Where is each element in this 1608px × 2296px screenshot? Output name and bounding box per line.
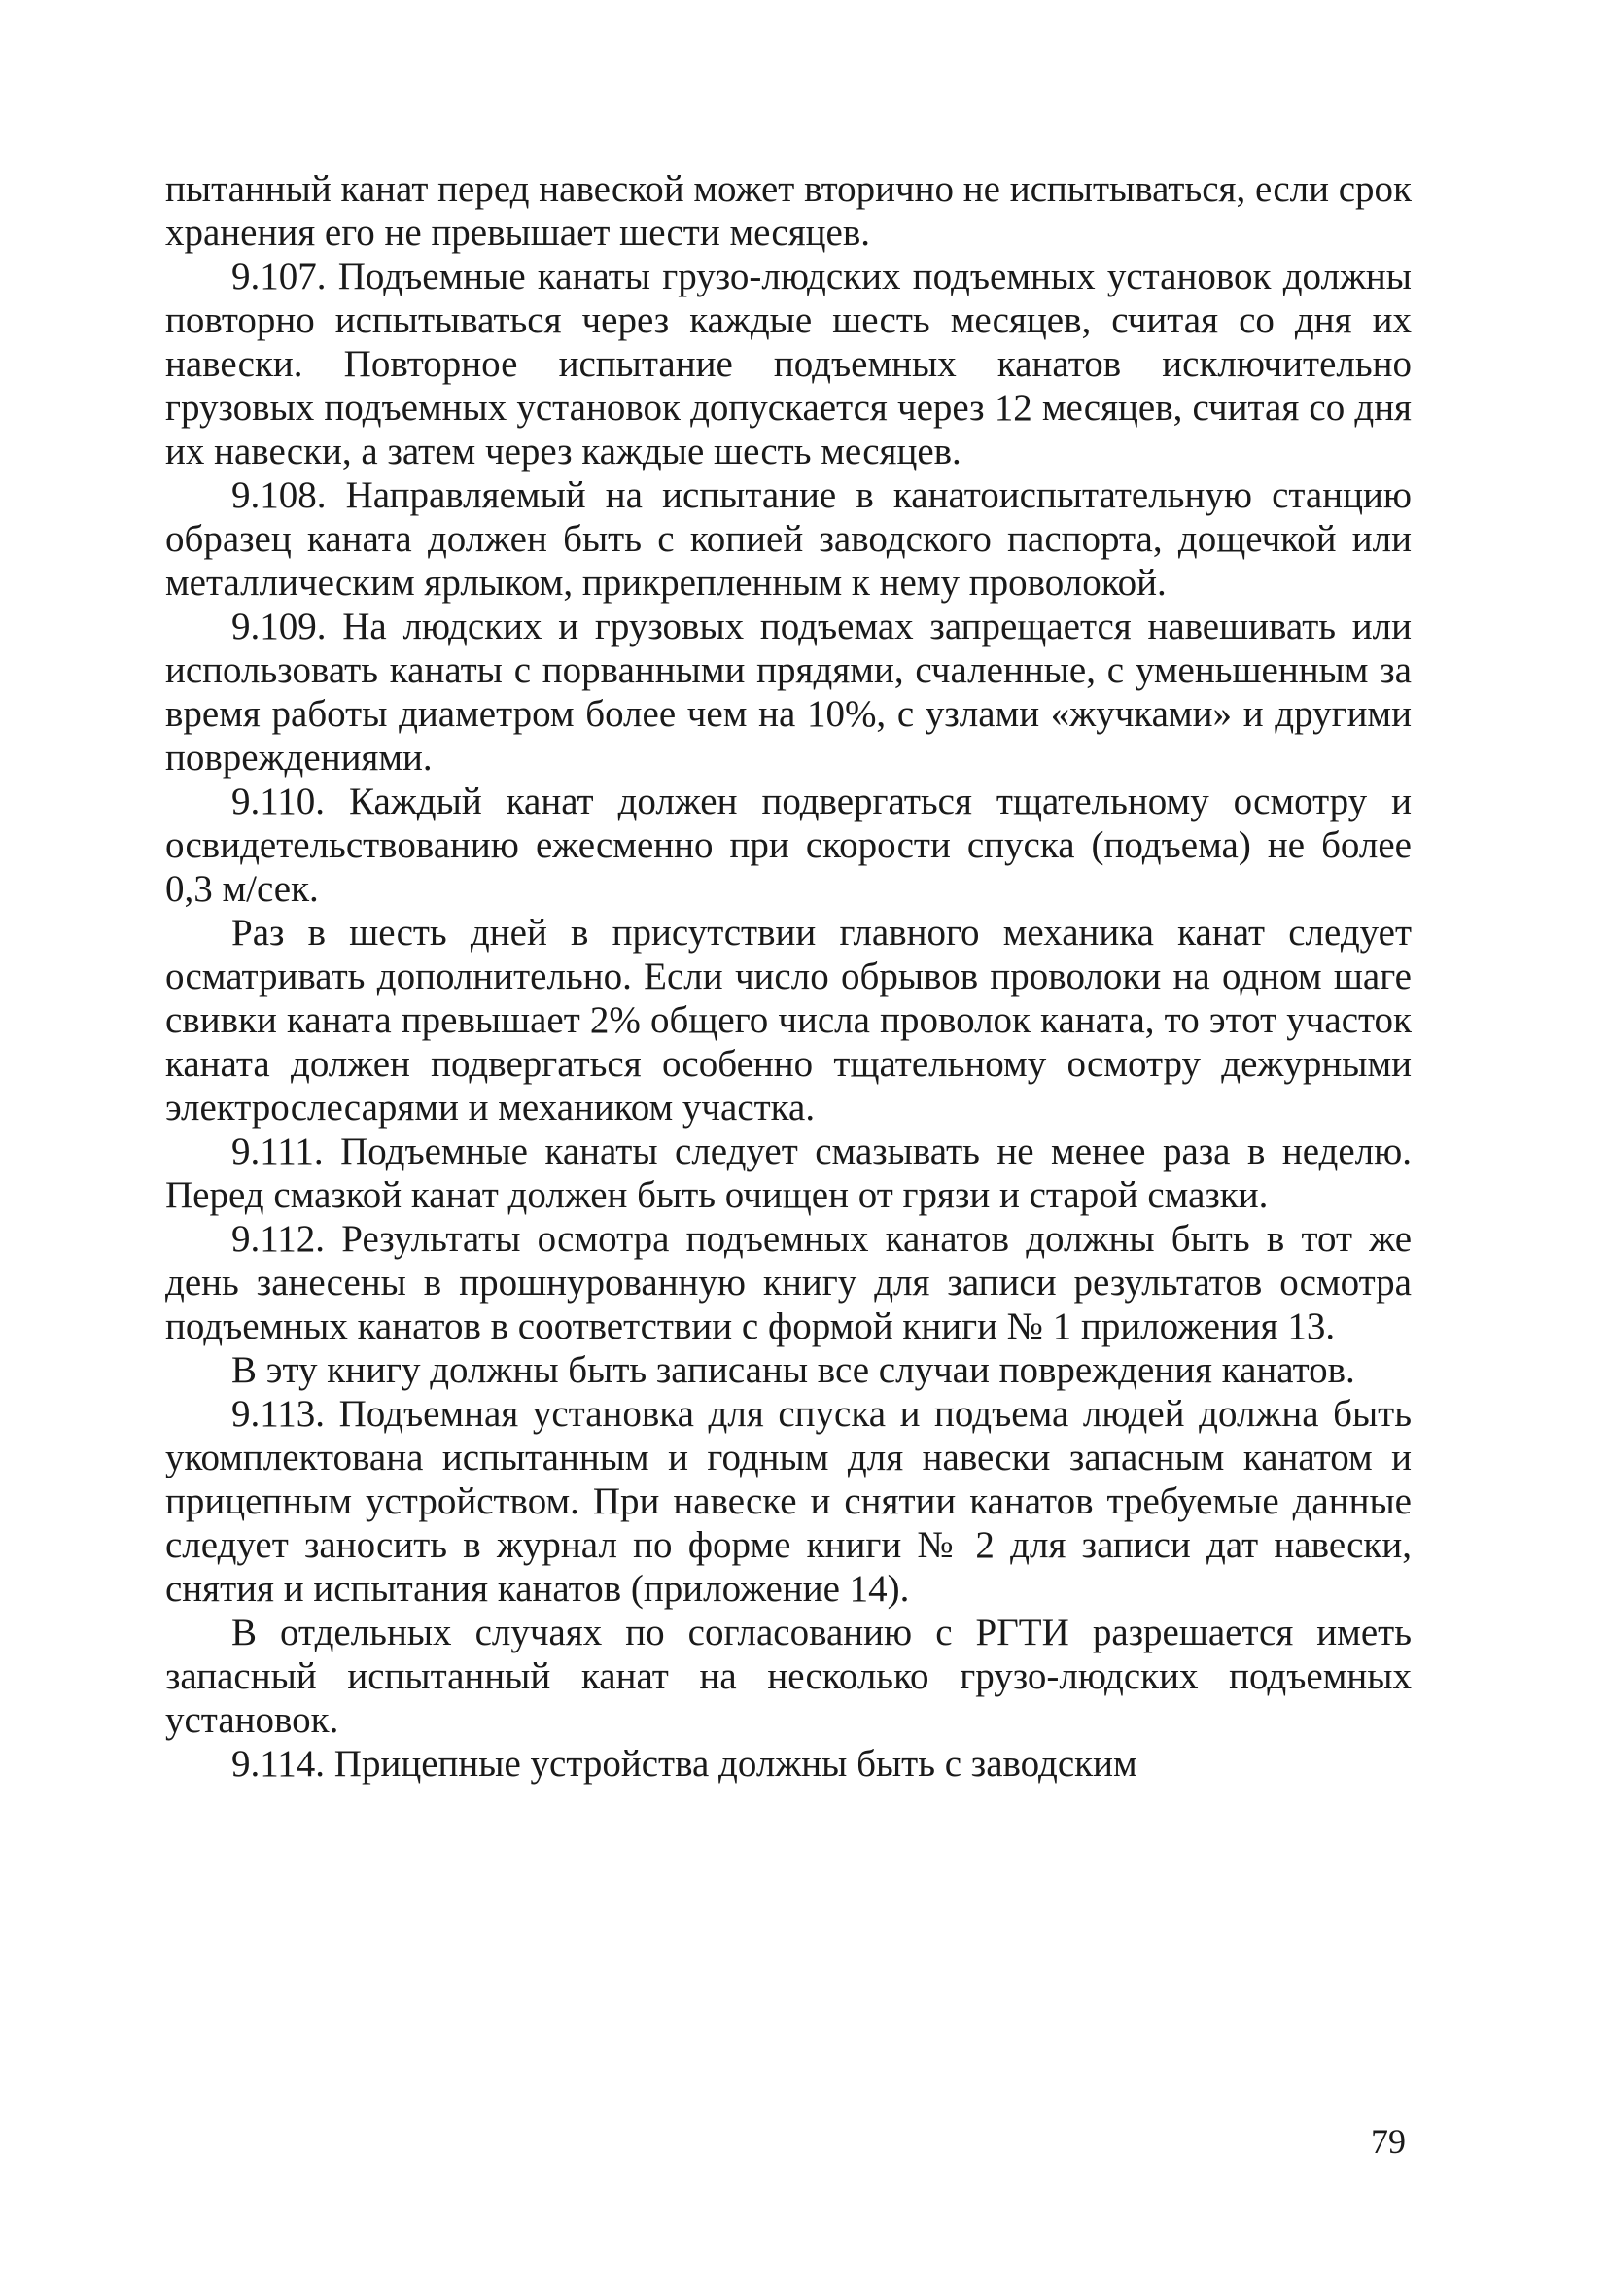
body-text [165, 167, 1412, 1786]
paragraph-9-110-addendum: Раз в шесть дней в присутствии главного механика канат следует осматривать дополнительно. Если число обрывов проволоки на одном шаге свивки каната превышает 2% общего числа проволок каната, то этот участок каната должен подвергаться особенно тщательному осмотру дежурными электрослесарями и механиком участка. [165, 912, 1412, 1129]
paragraph-9-108: 9.108. Направляемый на испытание в канатоиспытательную станцию образец каната должен быть с копией заводского паспорта, дощечкой или металлическим ярлыком, прикрепленным к нему проволокой. [165, 474, 1412, 604]
paragraph-9-110: 9.110. Каждый канат должен подвергаться тщательному осмотру и освидетельствованию ежесменно при скорости спуска (подъема) не более 0,3 м/сек. [165, 781, 1412, 910]
paragraph-continuation: пытанный канат перед навеской может вторично не испытываться, если срок хранения его не превышает шести месяцев. [165, 168, 1412, 254]
paragraph-9-111: 9.111. Подъемные канаты следует смазывать не менее раза в неделю. Перед смазкой канат должен быть очищен от грязи и старой смазки. [165, 1131, 1412, 1216]
paragraph-9-112: 9.112. Результаты осмотра подъемных канатов должны быть в тот же день занесены в прошнурованную книгу для записи результатов осмотра подъемных канатов в соответствии с формой книги № 1 приложения 13. [165, 1218, 1412, 1347]
paragraph-9-113: 9.113. Подъемная установка для спуска и подъема людей должна быть укомплектована испытанным и годным для навески запасным канатом и прицепным устройством. При навеске и снятии канатов требуемые данные следует заносить в журнал по форме книги № 2 для записи дат навески, снятия и испытания канатов (приложение 14). [165, 1393, 1412, 1610]
paragraph-9-112-addendum: В эту книгу должны быть записаны все случаи повреждения канатов. [231, 1349, 1355, 1391]
paragraph-9-109: 9.109. На людских и грузовых подъемах запрещается навешивать или использовать канаты с порванными прядями, счаленные, с уменьшенным за время работы диаметром более чем на 10%, с узлами «жучками» и другими повреждениями. [165, 606, 1412, 779]
page-number: 79 [1371, 2122, 1406, 2161]
paragraph-9-107: 9.107. Подъемные канаты грузо-людских подъемных установок должны повторно испытываться через каждые шесть месяцев, считая со дня их навески. Повторное испытание подъемных канатов исключительно грузовых подъемных установок допускается через 12 месяцев, считая со дня их навески, а затем через каждые шесть месяцев. [165, 256, 1412, 472]
paragraph-9-113-addendum: В отдельных случаях по согласованию с РГТИ разрешается иметь запасный испытанный канат на несколько грузо-людских подъемных установок. [165, 1612, 1412, 1741]
paragraph-9-114: 9.114. Прицепные устройства должны быть с заводским [231, 1743, 1137, 1785]
